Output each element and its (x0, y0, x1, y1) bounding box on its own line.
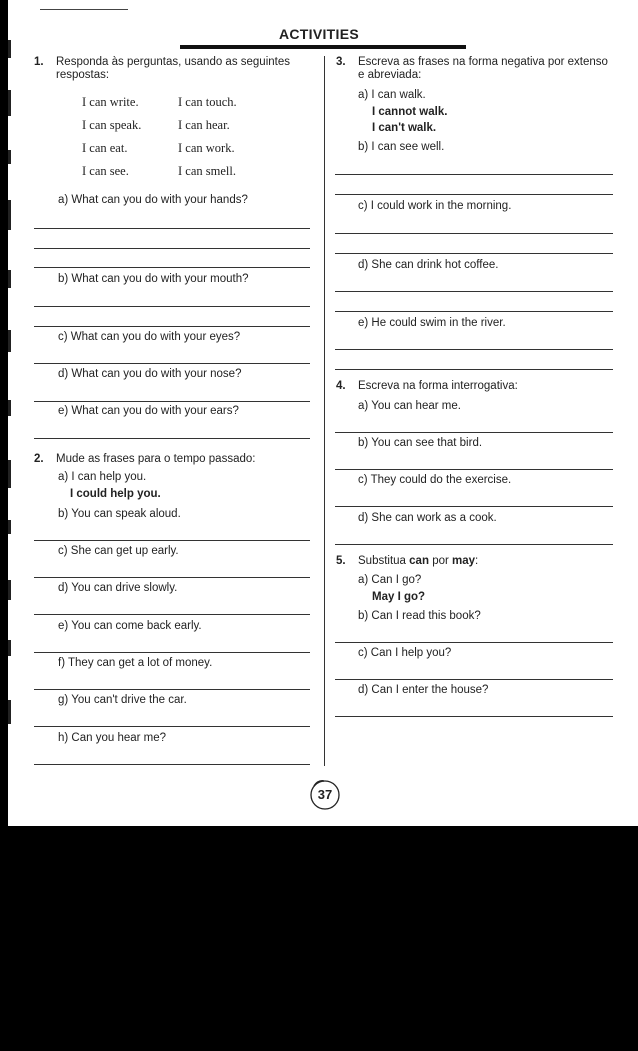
ex2-item-a: a) I can help you. (58, 471, 147, 483)
ex4-instruction: Escreva na forma interrogativa: (358, 380, 518, 392)
answer-line[interactable] (34, 267, 310, 268)
answer-line[interactable] (335, 544, 613, 545)
ex3-item-e: e) He could swim in the river. (358, 317, 506, 329)
answer-line[interactable] (34, 652, 310, 653)
title-underline (180, 45, 466, 49)
ex1-table-cell: I can touch. (178, 95, 237, 109)
ex1-question-a: a) What can you do with your hands? (58, 194, 248, 206)
ex2-instruction: Mude as frases para o tempo passado: (56, 453, 256, 465)
answer-line[interactable] (335, 349, 613, 350)
ex3-item-c: c) I could work in the morning. (358, 200, 512, 212)
ex5-instruction-post: : (475, 555, 479, 567)
ex1-table-cell: I can see. (82, 164, 129, 178)
answer-line[interactable] (34, 248, 310, 249)
top-scan-line (40, 9, 128, 10)
ex1-table-cell: I can speak. (82, 118, 142, 132)
answer-line[interactable] (34, 363, 310, 364)
answer-line[interactable] (34, 726, 310, 727)
binding-edge (8, 0, 16, 826)
ex4-item-b: b) You can see that bird. (358, 437, 483, 449)
ex2-item-d: d) You can drive slowly. (58, 582, 178, 594)
ex1-table-cell: I can work. (178, 141, 235, 155)
ex2-example-answer: I could help you. (70, 488, 161, 500)
ex5-instruction-pre: Substitua (358, 555, 406, 567)
ex1-table-cell: I can eat. (82, 141, 128, 155)
answer-line[interactable] (335, 642, 613, 643)
column-divider (324, 56, 325, 766)
answer-line[interactable] (335, 432, 613, 433)
ex2-item-g: g) You can't drive the car. (58, 694, 187, 706)
ex2-number: 2. (34, 453, 44, 465)
ex3-example-answer-short: I can't walk. (372, 122, 437, 134)
ex5-example-answer: May I go? (372, 591, 426, 603)
ex1-table-cell: I can smell. (178, 164, 236, 178)
ex4-number: 4. (336, 380, 346, 392)
answer-line[interactable] (335, 253, 613, 254)
answer-line[interactable] (34, 326, 310, 327)
answer-line[interactable] (34, 577, 310, 578)
ex3-instruction: Escreva as frases na forma negativa por extenso (358, 56, 608, 68)
ex3-item-d: d) She can drink hot coffee. (358, 259, 499, 271)
answer-line[interactable] (335, 716, 613, 717)
answer-line[interactable] (335, 369, 613, 370)
ex1-instruction-cont: respostas: (56, 69, 110, 81)
ex3-item-a: a) I can walk. (358, 89, 426, 101)
ex1-question-d: d) What can you do with your nose? (58, 368, 242, 380)
ex5-instruction (358, 555, 478, 568)
ex1-instruction: Responda às perguntas, usando as seguintes (56, 56, 290, 68)
ex5-keyword-can: can (409, 555, 429, 567)
answer-line[interactable] (335, 291, 613, 292)
ex3-instruction-cont: e abreviada: (358, 69, 422, 81)
answer-line[interactable] (34, 401, 310, 402)
answer-line[interactable] (34, 306, 310, 307)
ex3-number: 3. (336, 56, 346, 68)
page-number-badge (308, 778, 340, 810)
answer-line[interactable] (34, 764, 310, 765)
answer-line[interactable] (34, 228, 310, 229)
ex1-table-cell: I can hear. (178, 118, 230, 132)
ex1-number: 1. (34, 56, 44, 68)
answer-line[interactable] (335, 174, 613, 175)
answer-line[interactable] (335, 469, 613, 470)
ex1-table-cell: I can write. (82, 95, 139, 109)
ex5-item-d: d) Can I enter the house? (358, 684, 489, 696)
ex3-example-answer-full: I cannot walk. (372, 106, 448, 118)
ex5-instruction-mid: por (432, 555, 449, 567)
ex1-question-b: b) What can you do with your mouth? (58, 273, 249, 285)
ex2-item-e: e) You can come back early. (58, 620, 202, 632)
page-number: 37 (317, 787, 333, 802)
ex4-item-a: a) You can hear me. (358, 400, 461, 412)
ex1-question-c: c) What can you do with your eyes? (58, 331, 241, 343)
ex2-item-h: h) Can you hear me? (58, 732, 167, 744)
ex2-item-c: c) She can get up early. (58, 545, 179, 557)
ex4-item-d: d) She can work as a cook. (358, 512, 497, 524)
ex5-item-b: b) Can I read this book? (358, 610, 481, 622)
answer-line[interactable] (335, 233, 613, 234)
answer-line[interactable] (335, 679, 613, 680)
ex5-keyword-may: may (452, 555, 476, 567)
answer-line[interactable] (335, 194, 613, 195)
answer-line[interactable] (34, 540, 310, 541)
ex5-number: 5. (336, 555, 346, 567)
answer-line[interactable] (34, 614, 310, 615)
ex4-item-c: c) They could do the exercise. (358, 474, 512, 486)
ex5-item-c: c) Can I help you? (358, 647, 452, 659)
answer-line[interactable] (34, 438, 310, 439)
answer-line[interactable] (335, 311, 613, 312)
answer-line[interactable] (34, 689, 310, 690)
page-title: ACTIVITIES (278, 26, 359, 42)
ex2-item-b: b) You can speak aloud. (58, 508, 181, 520)
ex1-question-e: e) What can you do with your ears? (58, 405, 239, 417)
answer-line[interactable] (335, 506, 613, 507)
ex2-item-f: f) They can get a lot of money. (58, 657, 213, 669)
ex3-item-b: b) I can see well. (358, 141, 445, 153)
ex5-item-a: a) Can I go? (358, 574, 422, 586)
